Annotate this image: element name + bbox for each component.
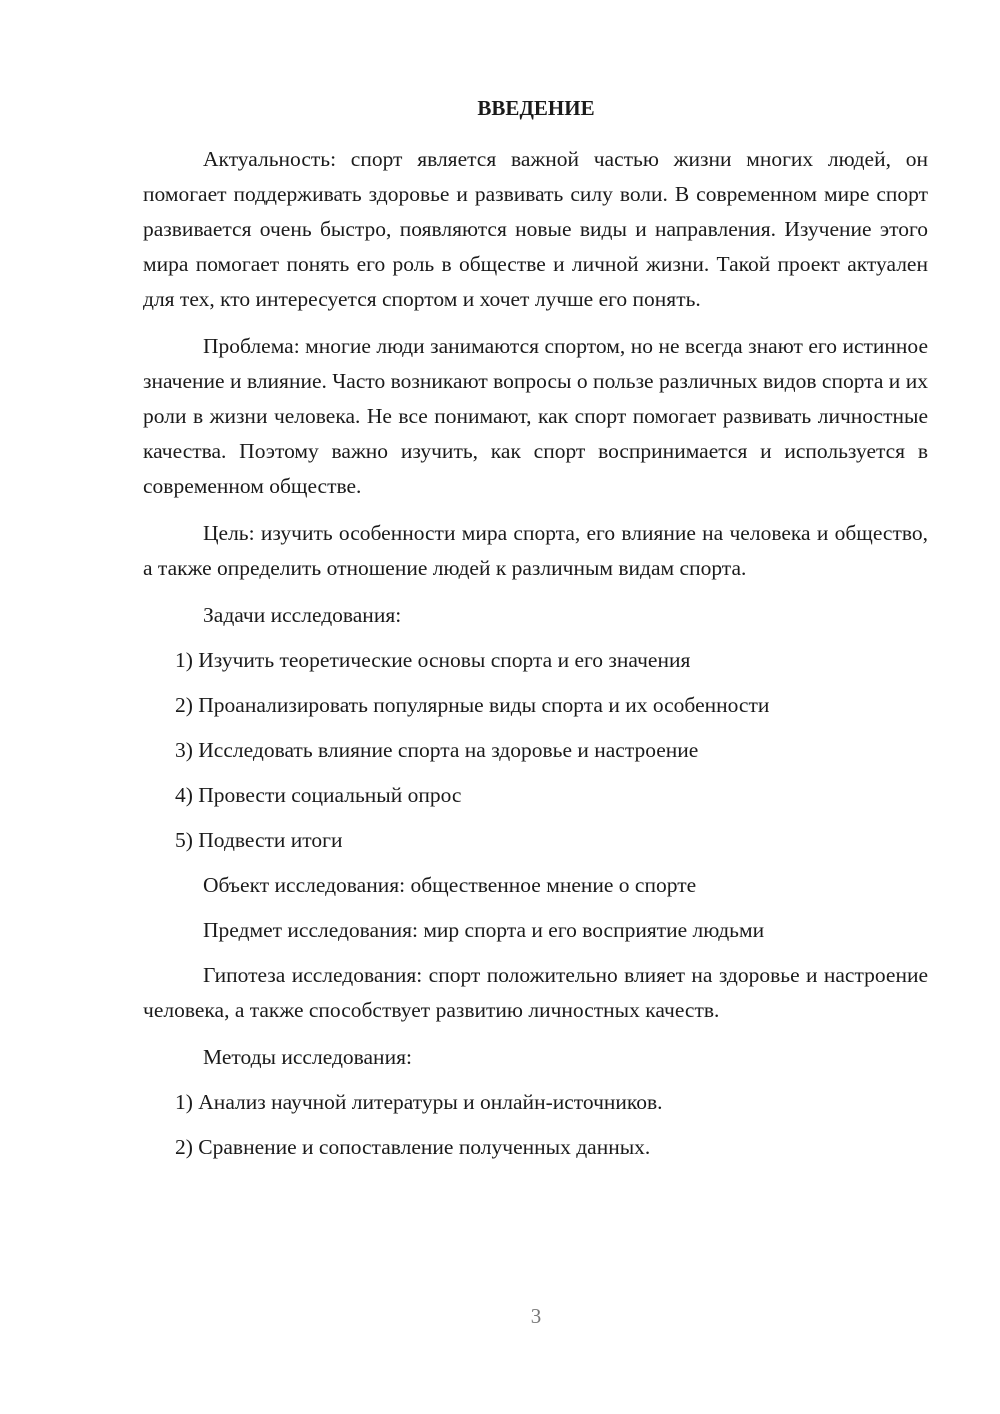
task-item: 5) Подвести итоги <box>175 828 343 852</box>
hypothesis-paragraph: Гипотеза исследования: спорт положительно влияет на здоровье и настроение человека, а также способствует развитию личностных качеств. <box>143 963 928 1022</box>
research-subject: Предмет исследования: мир спорта и его восприятие людьми <box>203 918 765 942</box>
task-item: 2) Проанализировать популярные виды спорта и их особенности <box>175 693 770 717</box>
tasks-heading: Задачи исследования: <box>203 603 402 627</box>
method-item: 1) Анализ научной литературы и онлайн-источников. <box>175 1090 663 1114</box>
research-object: Объект исследования: общественное мнение о спорте <box>203 873 697 897</box>
task-item: 4) Провести социальный опрос <box>175 783 462 807</box>
task-item: 1) Изучить теоретические основы спорта и его значения <box>175 648 691 672</box>
document-body <box>143 142 928 1175</box>
goal-paragraph: Цель: изучить особенности мира спорта, его влияние на человека и общество, а также определить отношение людей к различным видам спорта. <box>143 521 928 580</box>
problem-paragraph: Проблема: многие люди занимаются спортом, но не всегда знают его истинное значение и влияние. Часто возникают вопросы о пользе различных видов спорта и их роли в жизни человека. Не все понимают, как спорт помогает развивать личностные качества. Поэтому важно изучить, как спорт воспринимается и используется в современном обществе. <box>143 334 928 498</box>
methods-heading: Методы исследования: <box>203 1045 412 1069</box>
relevance-paragraph: Актуальность: спорт является важной частью жизни многих людей, он помогает поддерживать здоровье и развивать силу воли. В современном мире спорт развивается очень быстро, появляются новые виды и направления. Изучение этого мира помогает понять его роль в обществе и личной жизни. Такой проект актуален для тех, кто интересуется спортом и хочет лучше его понять. <box>143 147 928 311</box>
page-title: ВВЕДЕНИЕ <box>477 96 595 120</box>
page-number: 3 <box>530 1304 542 1328</box>
task-item: 3) Исследовать влияние спорта на здоровье и настроение <box>175 738 699 762</box>
method-item: 2) Сравнение и сопоставление полученных данных. <box>175 1135 651 1159</box>
